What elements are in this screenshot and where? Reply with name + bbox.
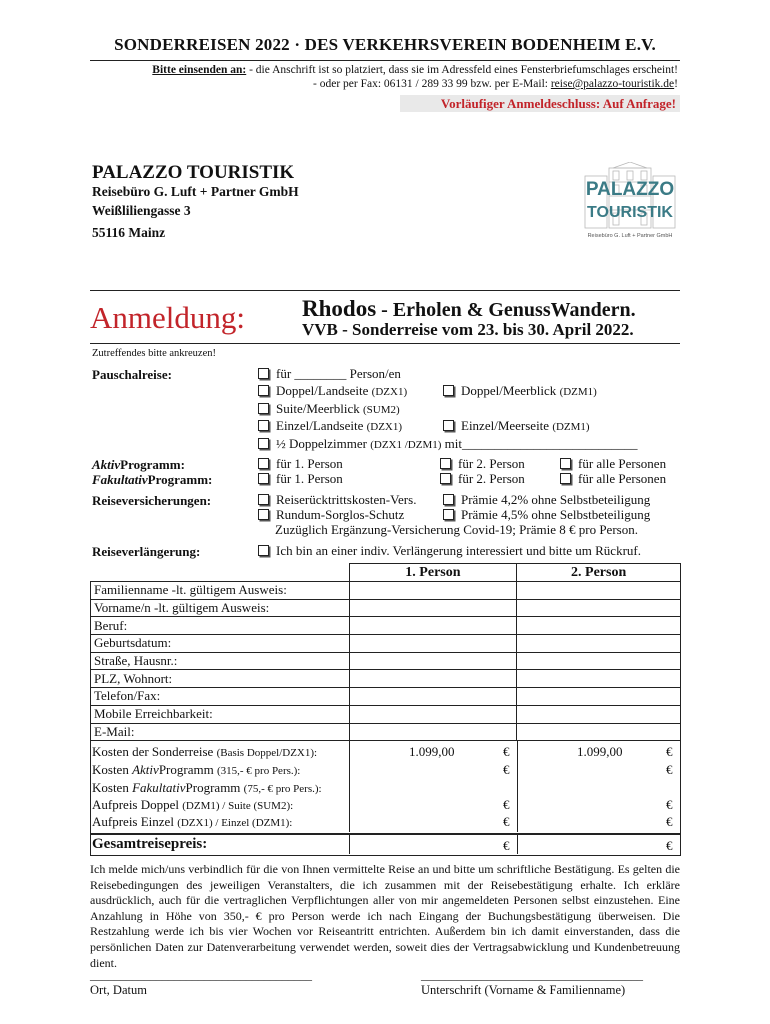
person2-field[interactable] <box>517 617 681 635</box>
address-street: Weißliliengasse 3 <box>92 203 191 218</box>
person1-field[interactable] <box>349 635 517 653</box>
cost-aktiv-label <box>92 762 300 778</box>
persons-text: für ________ Person/en <box>276 366 401 381</box>
aktiv-all[interactable] <box>560 456 666 472</box>
insurance-label: Reiseversicherungen: <box>92 493 212 508</box>
registration-heading: Anmeldung: <box>90 300 245 335</box>
double-sea-text: Doppel/Meerblick <box>461 383 557 398</box>
row-label: PLZ, Wohnort: <box>91 670 350 688</box>
checkbox[interactable] <box>443 385 454 396</box>
trip-name: Rhodos <box>302 296 377 321</box>
section-divider-bottom <box>90 343 680 344</box>
total-divider-1 <box>349 834 350 854</box>
person1-field[interactable] <box>349 705 517 723</box>
person2-field[interactable] <box>517 652 681 670</box>
costs-divider-2 <box>517 740 518 832</box>
cost-label-text: Aufpreis Doppel <box>92 797 183 812</box>
option-text: Prämie 4,2% ohne Selbstbeteiligung <box>461 492 651 507</box>
person2-field[interactable] <box>517 599 681 617</box>
address-city: 55116 Mainz <box>92 225 166 240</box>
table-row <box>91 582 681 600</box>
section-divider-top <box>90 290 680 291</box>
carefree-fee-option[interactable] <box>443 507 650 523</box>
row-label: Familienname -lt. gültigem Ausweis: <box>91 582 350 600</box>
checkbox[interactable] <box>560 473 571 484</box>
double-sea-code: (DZM1) <box>559 386 597 398</box>
total-label: Gesamtreisepreis: <box>92 836 208 852</box>
total-divider-2 <box>517 834 518 854</box>
person1-field[interactable] <box>349 617 517 635</box>
persons-option[interactable] <box>258 366 401 382</box>
place-date-label: Ort, Datum <box>90 983 147 997</box>
single-land-code: (DZX1) <box>366 421 403 433</box>
person2-field[interactable] <box>517 582 681 600</box>
person1-field[interactable] <box>349 670 517 688</box>
fakultativ-text: Programm: <box>147 472 213 487</box>
half-double-code: (DZX1 /DZM1) <box>370 439 442 451</box>
trip-dates: VVB - Sonderreise vom 23. bis 30. April 2022. <box>302 320 634 339</box>
table-row <box>91 635 681 653</box>
row-label: Geburtsdatum: <box>91 635 350 653</box>
double-land-code: (DZX1) <box>371 386 408 398</box>
page-title: SONDERREISEN 2022 · DES VERKEHRSVEREIN BODENHEIM E.V. <box>114 35 656 54</box>
trip-title <box>302 296 636 322</box>
trip-subtitle: - Erholen & GenussWandern. <box>376 299 636 321</box>
col-person-2: 2. Person <box>517 564 681 582</box>
send-text-1: - die Anschrift ist so platziert, dass sie im Adressfeld eines Fensterbriefumschlages erscheint! <box>246 64 678 76</box>
aktiv-label <box>92 457 185 473</box>
checkbox[interactable] <box>258 494 269 505</box>
signature-label: Unterschrift (Vorname & Familienname) <box>421 983 626 997</box>
half-double-option[interactable] <box>258 436 638 452</box>
cost-label-text: Kosten <box>92 780 133 795</box>
suite-option[interactable] <box>258 401 400 417</box>
single-sea-option[interactable] <box>443 418 590 434</box>
col-person-1: 1. Person <box>349 564 517 582</box>
cost-label-text: Kosten der Sonderreise <box>92 744 217 759</box>
cost-trip-person2: 1.099,00 <box>577 744 623 759</box>
row-label: E-Mail: <box>91 723 350 741</box>
cost-label-note: (DZX1) / Einzel (DZM1): <box>177 817 293 829</box>
person1-field[interactable] <box>349 688 517 706</box>
cost-trip-person1: 1.099,00 <box>409 744 455 759</box>
checkbox[interactable] <box>440 458 451 469</box>
cost-double-label <box>92 797 293 813</box>
euro-sign: € <box>666 762 673 777</box>
table-row <box>91 705 681 723</box>
row-label: Beruf: <box>91 617 350 635</box>
extension-option[interactable] <box>258 543 641 559</box>
option-text: Ich bin an einer indiv. Verlängerung interessiert und bitte um Rückruf. <box>276 543 641 558</box>
send-contact <box>0 78 678 90</box>
package-label: Pauschalreise: <box>92 367 172 382</box>
address-line-1: Reisebüro G. Luft + Partner GmbH <box>92 184 299 199</box>
row-label: Straße, Hausnr.: <box>91 652 350 670</box>
person2-field[interactable] <box>517 670 681 688</box>
fakultativ-em: Fakultativ <box>92 472 148 487</box>
checkbox[interactable] <box>560 458 571 469</box>
euro-sign: € <box>666 797 673 812</box>
fakultativ-label <box>92 472 212 488</box>
logo-text-2: TOURISTIK <box>587 204 673 221</box>
palazzo-logo <box>583 162 677 240</box>
cost-label-text: Programm <box>158 762 217 777</box>
euro-sign: € <box>503 797 510 812</box>
deadline-banner: Vorläufiger Anmeldeschluss: Auf Anfrage! <box>400 95 680 112</box>
table-row <box>91 688 681 706</box>
email-link[interactable]: reise@palazzo-touristik.de <box>550 78 675 90</box>
extension-label: Reiseverlängerung: <box>92 544 201 559</box>
checkbox[interactable] <box>258 385 269 396</box>
row-label: Telefon/Fax: <box>91 688 350 706</box>
checkbox[interactable] <box>443 494 454 505</box>
table-row <box>91 670 681 688</box>
row-label: Mobile Erreichbarkeit: <box>91 705 350 723</box>
table-row <box>91 652 681 670</box>
aktiv-person2[interactable] <box>440 456 525 472</box>
euro-sign: € <box>666 838 673 853</box>
person1-field[interactable] <box>349 582 517 600</box>
table-row <box>91 599 681 617</box>
company-name: PALAZZO TOURISTIK <box>92 162 295 183</box>
title-divider <box>90 60 680 61</box>
single-land-text: Einzel/Landseite <box>276 418 364 433</box>
cost-single-label <box>92 814 292 830</box>
header-blank <box>91 564 350 582</box>
option-text: für 1. Person <box>276 456 343 471</box>
checkbox[interactable] <box>258 420 269 431</box>
option-text: Reiserücktrittskosten-Vers. <box>276 492 417 507</box>
checkbox[interactable] <box>258 438 269 449</box>
checkbox[interactable] <box>258 473 269 484</box>
checkbox[interactable] <box>440 473 451 484</box>
euro-sign: € <box>503 744 510 759</box>
person2-field[interactable] <box>517 705 681 723</box>
person2-field[interactable] <box>517 723 681 741</box>
double-sea-option[interactable] <box>443 383 597 399</box>
double-land-option[interactable] <box>258 383 407 399</box>
checkbox[interactable] <box>258 368 269 379</box>
cost-label-note: (DZM1) / Suite (SUM2): <box>182 800 294 812</box>
euro-sign: € <box>503 838 510 853</box>
fakultativ-person2[interactable] <box>440 471 525 487</box>
suite-code: (SUM2) <box>363 404 400 416</box>
cancellation-insurance-option[interactable] <box>258 492 416 508</box>
cost-fakultativ-label <box>92 780 322 796</box>
euro-sign: € <box>666 814 673 829</box>
euro-sign: € <box>503 814 510 829</box>
single-sea-text: Einzel/Meerseite <box>461 418 550 433</box>
half-double-tail: mit___________________________ <box>441 436 638 451</box>
double-land-text: Doppel/Landseite <box>276 383 369 398</box>
personal-data-table <box>90 563 681 741</box>
cost-trip-label <box>92 744 317 760</box>
table-row <box>91 723 681 741</box>
single-sea-code: (DZM1) <box>552 421 590 433</box>
costs-divider-1 <box>349 740 350 832</box>
person1-field[interactable] <box>349 723 517 741</box>
checkbox[interactable] <box>443 420 454 431</box>
checkbox[interactable] <box>258 509 269 520</box>
logo-text-1: PALAZZO <box>585 179 675 200</box>
logo-subtitle: Reisebüro G. Luft + Partner GmbH <box>587 233 673 239</box>
cost-label-text: Aufpreis Einzel <box>92 814 178 829</box>
person2-field[interactable] <box>517 688 681 706</box>
date-line[interactable]: _____________________________________ <box>90 968 312 982</box>
table-row <box>91 617 681 635</box>
half-double-text: ½ Doppelzimmer <box>276 436 367 451</box>
signature-line[interactable]: _____________________________________ <box>421 968 643 982</box>
table-header <box>91 564 681 582</box>
euro-sign: € <box>666 744 673 759</box>
single-land-option[interactable] <box>258 418 402 434</box>
terms-paragraph: Ich melde mich/uns verbindlich für die von Ihnen vermittelte Reise an und bitte um schriftliche Bestätigung. Es gelten die Reisebedingungen des jeweiligen Veranstalters, die ich zusammen mit der Reisebestätigung erhalte. Ich erkläre ausdrücklich, auch für die vertraglichen Verpflichtungen aller von mir angemeldeten Personen selbst einzustehen. Eine Anzahlung in Höhe von 350,- € pro Person werde ich nach Eingang der Buchungsbestätigung überweisen. Die Restzahlung werde ich bis vier Wochen vor Reiseantritt entrichten. Außerdem bin ich damit einverstanden, dass die persönlichen Daten zur Datenverarbeitung verwendet werden, soweit dies der Vertragsabwicklung und Kundenbetreuung dient. <box>90 862 680 970</box>
check-hint: Zutreffendes bitte ankreuzen! <box>92 348 216 359</box>
cost-label-text: Programm <box>185 780 244 795</box>
person1-field[interactable] <box>349 599 517 617</box>
option-text: für 1. Person <box>276 471 343 486</box>
person1-field[interactable] <box>349 652 517 670</box>
person2-field[interactable] <box>517 635 681 653</box>
checkbox[interactable] <box>443 509 454 520</box>
row-label: Vorname/n -lt. gültigem Ausweis: <box>91 599 350 617</box>
option-text: für 2. Person <box>458 456 525 471</box>
option-text: Prämie 4,5% ohne Selbstbeteiligung <box>461 507 651 522</box>
send-text-3: ! <box>674 78 678 90</box>
building-drawing-icon <box>583 162 677 240</box>
send-text-2: - oder per Fax: 06131 / 289 33 99 bzw. per E-Mail: <box>313 78 551 90</box>
aktiv-em: Aktiv <box>92 457 121 472</box>
option-text: für 2. Person <box>458 471 525 486</box>
fakultativ-all[interactable] <box>560 471 666 487</box>
cost-label-note: (Basis Doppel/DZX1): <box>216 747 318 759</box>
fakultativ-person1[interactable] <box>258 471 343 487</box>
option-text: für alle Personen <box>578 471 667 486</box>
cost-label-text: Kosten <box>92 762 133 777</box>
send-instructions <box>0 64 678 76</box>
checkbox[interactable] <box>258 458 269 469</box>
cost-label-em: Aktiv <box>132 762 159 777</box>
cost-label-note: (315,- € pro Pers.): <box>216 765 301 777</box>
aktiv-text: Programm: <box>120 457 185 472</box>
option-text: für alle Personen <box>578 456 667 471</box>
option-text: Rundum-Sorglos-Schutz <box>276 507 405 522</box>
checkbox[interactable] <box>258 545 269 556</box>
cost-label-note: (75,- € pro Pers.): <box>243 783 322 795</box>
covid-insurance-note: Zuzüglich Ergänzung-Versicherung Covid-19; Prämie 8 € pro Person. <box>275 522 638 537</box>
send-label: Bitte einsenden an: <box>152 64 247 76</box>
aktiv-person1[interactable] <box>258 456 343 472</box>
suite-text: Suite/Meerblick <box>276 401 360 416</box>
carefree-insurance-option[interactable] <box>258 507 404 523</box>
cost-label-em: Fakultativ <box>132 780 186 795</box>
euro-sign: € <box>503 762 510 777</box>
checkbox[interactable] <box>258 403 269 414</box>
cancellation-fee-option[interactable] <box>443 492 650 508</box>
